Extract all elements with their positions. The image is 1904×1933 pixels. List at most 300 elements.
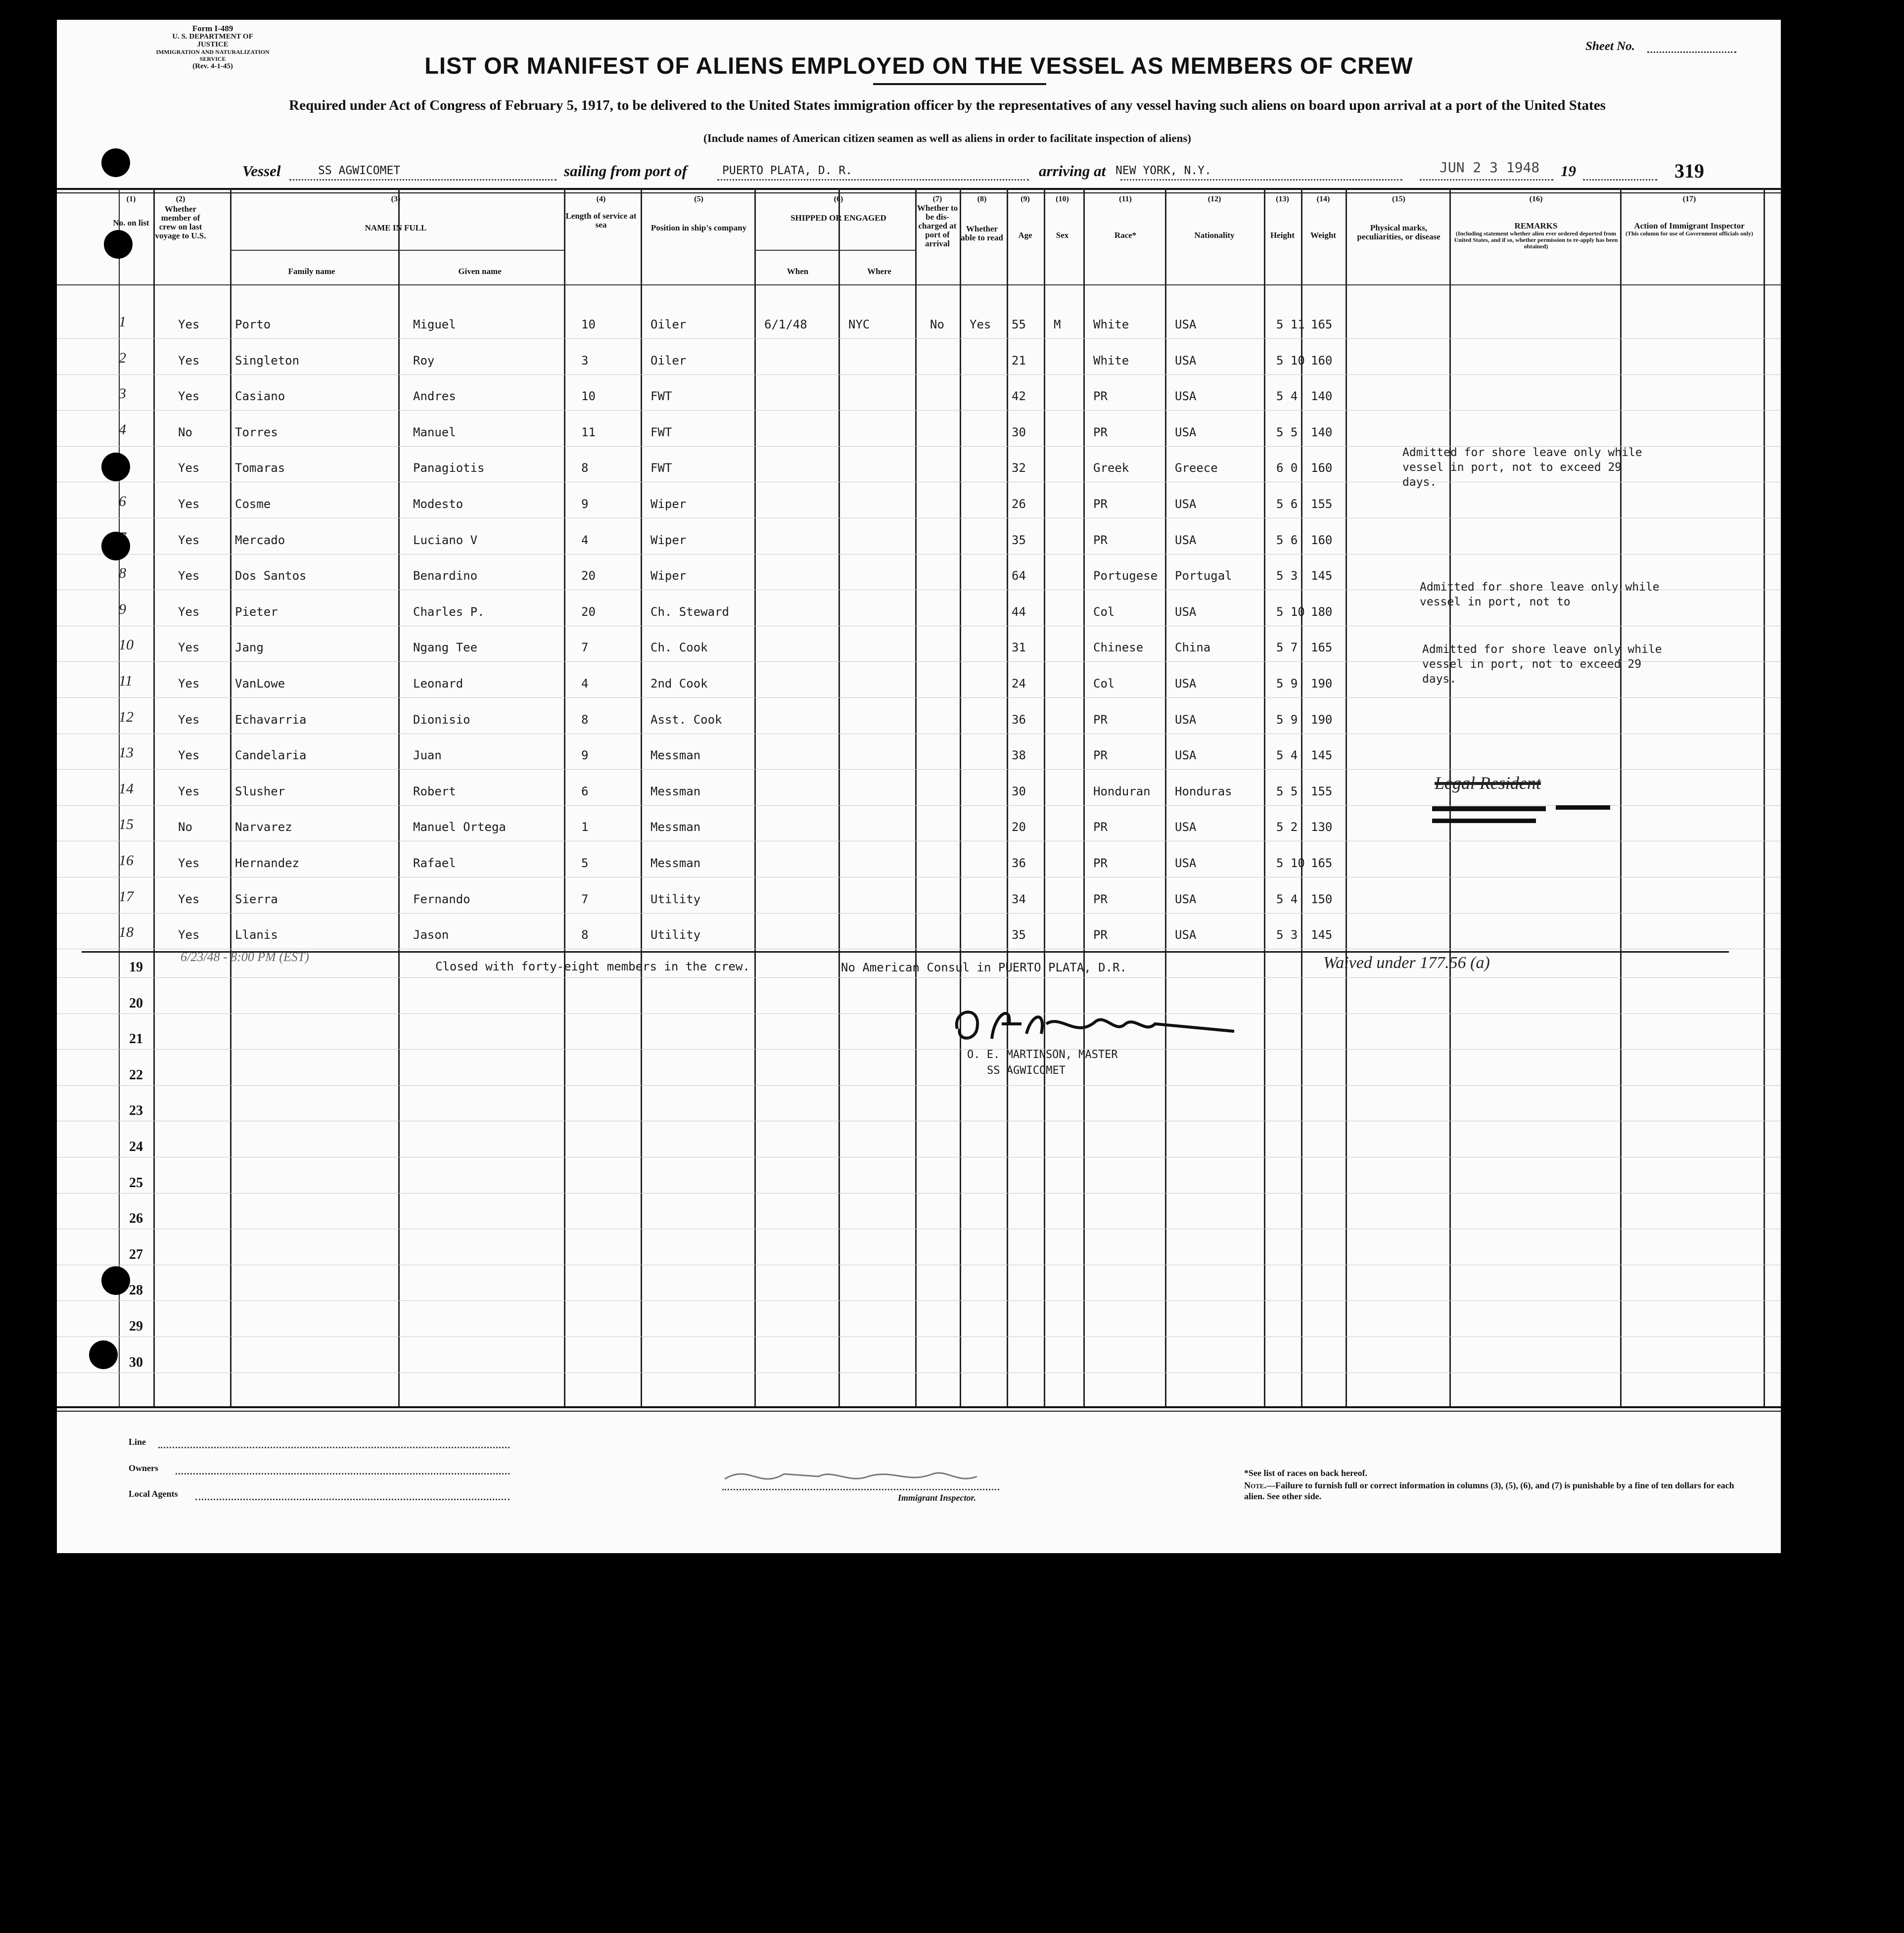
crew-row-number: 14: [119, 781, 134, 797]
crew-position: Utility: [650, 928, 701, 942]
crew-last-voyage: Yes: [178, 641, 200, 654]
crew-weight: 140: [1311, 389, 1333, 403]
crew-nationality: USA: [1175, 892, 1197, 906]
punch-hole: [101, 1266, 130, 1295]
crew-position: 2nd Cook: [650, 677, 708, 690]
crew-row-number: 4: [119, 421, 126, 438]
crew-family-name: Narvarez: [235, 820, 292, 834]
row-rule: [57, 977, 1781, 978]
crew-able-to-read: Yes: [970, 318, 991, 331]
inspector-signature-line: [722, 1489, 999, 1490]
footer-owners-field: [176, 1473, 510, 1474]
crew-age: 36: [1012, 856, 1026, 870]
crew-weight: 165: [1311, 641, 1333, 654]
crew-row-number: 16: [119, 852, 134, 869]
crew-age: 31: [1012, 641, 1026, 654]
printed-row-number: 28: [129, 1283, 143, 1298]
penalty-note: Note.—Failure to furnish full or correct information in columns (3), (5), (6), and (7) is punishable by a fine of ten dollars for each alien. See other side.: [1244, 1480, 1734, 1501]
column-divider: [1346, 188, 1347, 1407]
crew-last-voyage: Yes: [178, 497, 200, 511]
col-3-family-header: Family name: [288, 267, 335, 276]
crew-family-name: Singleton: [235, 354, 300, 368]
crew-row-number: 1: [119, 314, 126, 330]
crew-position: FWT: [650, 425, 672, 439]
crew-race: PR: [1093, 892, 1108, 906]
crew-length-of-service: 8: [581, 461, 589, 475]
table-top-rule: [57, 188, 1781, 190]
punch-hole: [101, 148, 130, 177]
arriving-at-label: arriving at: [1039, 162, 1106, 180]
table-bottom-rule: [57, 1406, 1781, 1408]
crew-last-voyage: Yes: [178, 389, 200, 403]
crew-height: 5 9: [1276, 713, 1298, 727]
row-rule: [57, 410, 1781, 411]
crew-position: Oiler: [650, 354, 687, 368]
crew-race: PR: [1093, 928, 1108, 942]
crew-family-name: Mercado: [235, 533, 285, 547]
crew-row-number: 11: [119, 673, 133, 689]
column-divider: [1044, 188, 1045, 1407]
row-rule: [57, 805, 1781, 806]
crew-length-of-service: 8: [581, 713, 589, 727]
col-13-header: (13) Height: [1270, 195, 1295, 240]
master-name: O. E. MARTINSON, MASTER: [967, 1049, 1118, 1061]
crew-row-number: 12: [119, 709, 134, 725]
crew-weight: 150: [1311, 892, 1333, 906]
crew-given-name: Panagiotis: [413, 461, 485, 475]
subheader-rule: [754, 250, 915, 251]
subheader-rule: [230, 250, 564, 251]
year-field-line: [1583, 179, 1657, 181]
punch-hole: [101, 532, 130, 560]
inspector-label: Immigrant Inspector.: [898, 1493, 976, 1503]
printed-row-number: 27: [129, 1247, 143, 1262]
closing-statement: Closed with forty-eight members in the crew.: [435, 960, 750, 973]
crew-given-name: Ngang Tee: [413, 641, 478, 654]
crew-given-name: Leonard: [413, 677, 464, 690]
col-6-header: (6) SHIPPED OR ENGAGED: [790, 195, 886, 223]
page-subtitle: Required under Act of Congress of February 5, 1917, to be delivered to the United States immigration officer by the representatives of any vessel having such aliens on board upon arrival at a port of the United States: [289, 97, 1606, 113]
crew-age: 64: [1012, 569, 1026, 583]
crew-age: 35: [1012, 533, 1026, 547]
punch-hole: [89, 1340, 118, 1369]
crew-position: Wiper: [650, 569, 687, 583]
crew-weight: 130: [1311, 820, 1333, 834]
crew-discharged: No: [930, 318, 944, 331]
crew-given-name: Manuel: [413, 425, 456, 439]
form-department: U. S. DEPARTMENT OF JUSTICE: [172, 33, 253, 48]
crew-age: 30: [1012, 784, 1026, 798]
crew-age: 35: [1012, 928, 1026, 942]
crew-length-of-service: 7: [581, 641, 589, 654]
printed-row-number: 21: [129, 1031, 143, 1047]
crew-nationality: USA: [1175, 928, 1197, 942]
form-service: IMMIGRATION AND NATURALIZATION SERVICE: [156, 48, 270, 62]
crew-family-name: Echavarria: [235, 713, 307, 727]
crew-nationality: USA: [1175, 318, 1197, 331]
crew-last-voyage: No: [178, 425, 192, 439]
crew-race: PR: [1093, 497, 1108, 511]
sailing-from-label: sailing from port of: [564, 162, 687, 180]
crew-length-of-service: 9: [581, 748, 589, 762]
crew-age: 30: [1012, 425, 1026, 439]
crew-weight: 155: [1311, 497, 1333, 511]
column-divider: [564, 188, 565, 1407]
crew-weight: 155: [1311, 784, 1333, 798]
printed-row-number: 22: [129, 1067, 143, 1083]
crew-row-number: 8: [119, 565, 126, 581]
crew-family-name: Torres: [235, 425, 278, 439]
remark-legal-resident: Legal Resident: [1435, 773, 1541, 793]
crew-family-name: Casiano: [235, 389, 285, 403]
vessel-field-line: [289, 179, 557, 181]
crew-weight: 160: [1311, 354, 1333, 368]
crew-weight: 180: [1311, 605, 1333, 619]
row-rule: [57, 1013, 1781, 1014]
crew-height: 5 10: [1276, 856, 1305, 870]
remark-shore-leave-2: Admitted for shore leave only while vessel in port, not to: [1420, 581, 1660, 608]
crew-height: 5 7: [1276, 641, 1298, 654]
column-divider: [1301, 188, 1302, 1407]
crew-weight: 190: [1311, 713, 1333, 727]
crew-given-name: Manuel Ortega: [413, 820, 506, 834]
crew-race: PR: [1093, 533, 1108, 547]
crew-row-number: 2: [119, 350, 126, 366]
crew-nationality: USA: [1175, 533, 1197, 547]
column-divider: [1007, 188, 1008, 1407]
crew-given-name: Juan: [413, 748, 442, 762]
col-11-header: (11) Race*: [1114, 195, 1137, 240]
printed-row-number: 20: [129, 996, 143, 1011]
crew-family-name: Jang: [235, 641, 264, 654]
crew-length-of-service: 3: [581, 354, 589, 368]
col-5-header: (5) Position in ship's company: [650, 195, 747, 232]
printed-row-number: 23: [129, 1103, 143, 1118]
crew-height: 5 5: [1276, 425, 1298, 439]
row-rule: [57, 697, 1781, 698]
crew-family-name: Porto: [235, 318, 271, 331]
crew-height: 6 0: [1276, 461, 1298, 475]
strike-mark-2: [1556, 805, 1610, 810]
crew-weight: 165: [1311, 318, 1333, 331]
crew-age: 21: [1012, 354, 1026, 368]
page-number-stamp: 319: [1674, 160, 1704, 182]
crew-length-of-service: 8: [581, 928, 589, 942]
crew-given-name: Fernando: [413, 892, 470, 906]
printed-row-number: 24: [129, 1139, 143, 1154]
row-rule: [57, 1336, 1781, 1337]
column-divider: [838, 188, 840, 1407]
port-value: PUERTO PLATA, D. R.: [722, 164, 853, 177]
punch-hole: [104, 230, 133, 259]
crew-race: Col: [1093, 605, 1115, 619]
col-10-header: (10) Sex: [1056, 195, 1069, 240]
crew-last-voyage: Yes: [178, 713, 200, 727]
crew-family-name: Pieter: [235, 605, 278, 619]
page-subnote: (Include names of American citizen seamen as well as aliens in order to facilitate inspection of aliens): [703, 132, 1191, 144]
crew-height: 5 10: [1276, 354, 1305, 368]
printed-row-number: 29: [129, 1319, 143, 1334]
col-2-header: (2) Whether member of crew on last voyage to U.S.: [155, 195, 206, 240]
footer-agents-field: [195, 1499, 510, 1500]
crew-height: 5 3: [1276, 569, 1298, 583]
crew-given-name: Andres: [413, 389, 456, 403]
crew-height: 5 5: [1276, 784, 1298, 798]
crew-height: 5 6: [1276, 497, 1298, 511]
crew-last-voyage: No: [178, 820, 192, 834]
header-bottom-rule: [57, 284, 1781, 285]
crew-given-name: Charles P.: [413, 605, 485, 619]
arriving-field-line: [1120, 179, 1402, 181]
row-rule: [57, 1085, 1781, 1086]
crew-family-name: Hernandez: [235, 856, 300, 870]
races-note: *See list of races on back hereof.: [1244, 1468, 1368, 1478]
closing-handwritten-time: 6/23/48 - 8:00 PM (EST): [181, 950, 309, 964]
crew-weight: 160: [1311, 533, 1333, 547]
crew-last-voyage: Yes: [178, 569, 200, 583]
column-divider: [960, 188, 961, 1407]
crew-given-name: Rafael: [413, 856, 456, 870]
crew-position: FWT: [650, 389, 672, 403]
crew-sex: M: [1054, 318, 1061, 331]
col-12-header: (12) Nationality: [1194, 195, 1235, 240]
crew-length-of-service: 20: [581, 569, 596, 583]
crew-given-name: Roy: [413, 354, 435, 368]
form-number: Form I-489: [192, 24, 233, 33]
printed-row-number: 25: [129, 1175, 143, 1191]
crew-row-number: 10: [119, 637, 134, 653]
col-17-header: (17) Action of Immigrant Inspector (This column for use of Government officials only): [1625, 195, 1754, 237]
crew-weight: 165: [1311, 856, 1333, 870]
crew-nationality: USA: [1175, 497, 1197, 511]
crew-last-voyage: Yes: [178, 461, 200, 475]
crew-race: PR: [1093, 856, 1108, 870]
crew-row-number: 3: [119, 385, 126, 402]
crew-given-name: Benardino: [413, 569, 478, 583]
crew-nationality: USA: [1175, 354, 1197, 368]
row-rule: [57, 913, 1781, 914]
date-stamp: JUN 2 3 1948: [1440, 159, 1540, 176]
crew-shipped-when: 6/1/48: [764, 318, 807, 331]
crew-length-of-service: 4: [581, 677, 589, 690]
crew-age: 24: [1012, 677, 1026, 690]
crew-nationality: USA: [1175, 713, 1197, 727]
crew-family-name: Llanis: [235, 928, 278, 942]
port-field-line: [717, 179, 1029, 181]
master-vessel: SS AGWICOMET: [987, 1064, 1066, 1077]
crew-length-of-service: 20: [581, 605, 596, 619]
col-7-header: (7) Whether to be dis-charged at port of arrival: [917, 195, 958, 248]
crew-given-name: Luciano V: [413, 533, 478, 547]
crew-nationality: Greece: [1175, 461, 1218, 475]
crew-length-of-service: 11: [581, 425, 596, 439]
printed-row-number: 26: [129, 1211, 143, 1226]
crew-age: 34: [1012, 892, 1026, 906]
title-underline: [873, 83, 1046, 85]
crew-age: 42: [1012, 389, 1026, 403]
crew-family-name: Tomaras: [235, 461, 285, 475]
crew-height: 5 10: [1276, 605, 1305, 619]
crew-position: Ch. Steward: [650, 605, 729, 619]
column-divider: [915, 188, 917, 1407]
column-divider: [641, 188, 642, 1407]
crew-nationality: USA: [1175, 425, 1197, 439]
crew-race: Chinese: [1093, 641, 1144, 654]
crew-race: PR: [1093, 748, 1108, 762]
col-1-header: (1) No. on list: [113, 195, 149, 228]
crew-nationality: USA: [1175, 605, 1197, 619]
crew-height: 5 11: [1276, 318, 1305, 331]
column-divider: [1264, 188, 1265, 1407]
crew-age: 32: [1012, 461, 1026, 475]
column-divider: [398, 188, 400, 1407]
crew-family-name: Dos Santos: [235, 569, 307, 583]
crew-length-of-service: 1: [581, 820, 589, 834]
crew-position: Asst. Cook: [650, 713, 722, 727]
crew-row-number: 13: [119, 744, 134, 761]
col-6-where-header: Where: [867, 267, 891, 276]
crew-height: 5 2: [1276, 820, 1298, 834]
crew-position: Utility: [650, 892, 701, 906]
crew-shipped-where: NYC: [848, 318, 870, 331]
col-8-header: (8) Whether able to read: [961, 195, 1003, 242]
crew-last-voyage: Yes: [178, 856, 200, 870]
printed-row-number: 19: [129, 960, 143, 975]
crew-race: PR: [1093, 389, 1108, 403]
column-divider: [1083, 188, 1085, 1407]
col-16-header: (16) REMARKS (Including statement whether alien ever ordered deported from United States, and if so, whether permission to re-apply has been obtained): [1454, 195, 1618, 250]
col-3-given-header: Given name: [458, 267, 502, 276]
crew-row-number: 15: [119, 816, 134, 832]
vessel-label: Vessel: [242, 162, 281, 180]
strike-mark-3: [1432, 819, 1536, 823]
column-divider: [1449, 188, 1451, 1407]
crew-height: 5 4: [1276, 748, 1298, 762]
crew-family-name: Sierra: [235, 892, 278, 906]
crew-table: [57, 188, 1781, 1454]
row-rule: [57, 1193, 1781, 1194]
column-divider: [1620, 188, 1622, 1407]
crew-length-of-service: 6: [581, 784, 589, 798]
crew-nationality: Portugal: [1175, 569, 1232, 583]
footer-owners-label: Owners: [129, 1463, 158, 1473]
crew-age: 26: [1012, 497, 1026, 511]
crew-race: Portugese: [1093, 569, 1158, 583]
crew-age: 38: [1012, 748, 1026, 762]
crew-family-name: Slusher: [235, 784, 285, 798]
consul-statement: No American Consul in PUERTO PLATA, D.R.: [841, 961, 1127, 974]
page-title: LIST OR MANIFEST OF ALIENS EMPLOYED ON THE VESSEL AS MEMBERS OF CREW: [424, 52, 1413, 79]
crew-last-voyage: Yes: [178, 892, 200, 906]
closing-rule: [82, 951, 1729, 953]
crew-row-number: 17: [119, 888, 134, 905]
crew-last-voyage: Yes: [178, 318, 200, 331]
crew-row-number: 6: [119, 493, 126, 509]
crew-age: 36: [1012, 713, 1026, 727]
crew-last-voyage: Yes: [178, 533, 200, 547]
crew-height: 5 6: [1276, 533, 1298, 547]
crew-race: PR: [1093, 425, 1108, 439]
crew-last-voyage: Yes: [178, 784, 200, 798]
crew-given-name: Miguel: [413, 318, 456, 331]
crew-age: 44: [1012, 605, 1026, 619]
crew-length-of-service: 10: [581, 389, 596, 403]
crew-family-name: Cosme: [235, 497, 271, 511]
year-label: 19: [1561, 162, 1576, 180]
crew-nationality: USA: [1175, 748, 1197, 762]
manifest-sheet: [57, 20, 1781, 1553]
crew-length-of-service: 5: [581, 856, 589, 870]
crew-length-of-service: 9: [581, 497, 589, 511]
crew-weight: 140: [1311, 425, 1333, 439]
col-9-header: (9) Age: [1018, 195, 1032, 240]
crew-race: White: [1093, 354, 1129, 368]
table-bottom-rule-2: [57, 1411, 1781, 1412]
crew-nationality: USA: [1175, 389, 1197, 403]
crew-given-name: Dionisio: [413, 713, 470, 727]
crew-family-name: Candelaria: [235, 748, 307, 762]
crew-length-of-service: 4: [581, 533, 589, 547]
remark-waived: Waived under 177.56 (a): [1323, 954, 1490, 972]
sheet-number-label: Sheet No.: [1585, 40, 1635, 53]
crew-position: Messman: [650, 856, 701, 870]
footer-line-label: Line: [129, 1437, 146, 1447]
crew-weight: 145: [1311, 569, 1333, 583]
arriving-value: NEW YORK, N.Y.: [1115, 164, 1211, 177]
crew-weight: 145: [1311, 928, 1333, 942]
column-divider: [153, 188, 155, 1407]
crew-position: Wiper: [650, 533, 687, 547]
crew-last-voyage: Yes: [178, 677, 200, 690]
column-divider: [1165, 188, 1166, 1407]
crew-height: 5 3: [1276, 928, 1298, 942]
crew-last-voyage: Yes: [178, 928, 200, 942]
crew-given-name: Robert: [413, 784, 456, 798]
crew-position: Oiler: [650, 318, 687, 331]
column-divider: [230, 188, 232, 1407]
crew-height: 5 9: [1276, 677, 1298, 690]
remark-shore-leave-1: Admitted for shore leave only while vessel in port, not to exceed 29 days.: [1402, 446, 1642, 489]
crew-race: PR: [1093, 820, 1108, 834]
form-revision: (Rev. 4-1-45): [192, 62, 233, 70]
crew-family-name: VanLowe: [235, 677, 285, 690]
column-divider: [119, 188, 120, 1407]
column-divider: [754, 188, 756, 1407]
footer-agents-label: Local Agents: [129, 1489, 178, 1499]
row-rule: [57, 769, 1781, 770]
crew-position: FWT: [650, 461, 672, 475]
crew-position: Ch. Cook: [650, 641, 708, 654]
column-divider: [1764, 188, 1765, 1407]
crew-position: Messman: [650, 784, 701, 798]
col-3-header: (3) NAME IN FULL: [365, 195, 427, 232]
remark-shore-leave-3: Admitted for shore leave only while vessel in port, not to exceed 29 days.: [1422, 643, 1662, 686]
crew-given-name: Modesto: [413, 497, 464, 511]
col-6-when-header: When: [787, 267, 809, 276]
crew-race: White: [1093, 318, 1129, 331]
crew-nationality: USA: [1175, 677, 1197, 690]
footer-line-field: [158, 1447, 510, 1448]
crew-length-of-service: 10: [581, 318, 596, 331]
crew-height: 5 4: [1276, 389, 1298, 403]
crew-position: Messman: [650, 820, 701, 834]
crew-race: Honduran: [1093, 784, 1151, 798]
row-rule: [57, 374, 1781, 375]
table-top-rule-2: [57, 192, 1781, 193]
crew-nationality: USA: [1175, 856, 1197, 870]
crew-length-of-service: 7: [581, 892, 589, 906]
vessel-value: SS AGWICOMET: [318, 164, 401, 177]
